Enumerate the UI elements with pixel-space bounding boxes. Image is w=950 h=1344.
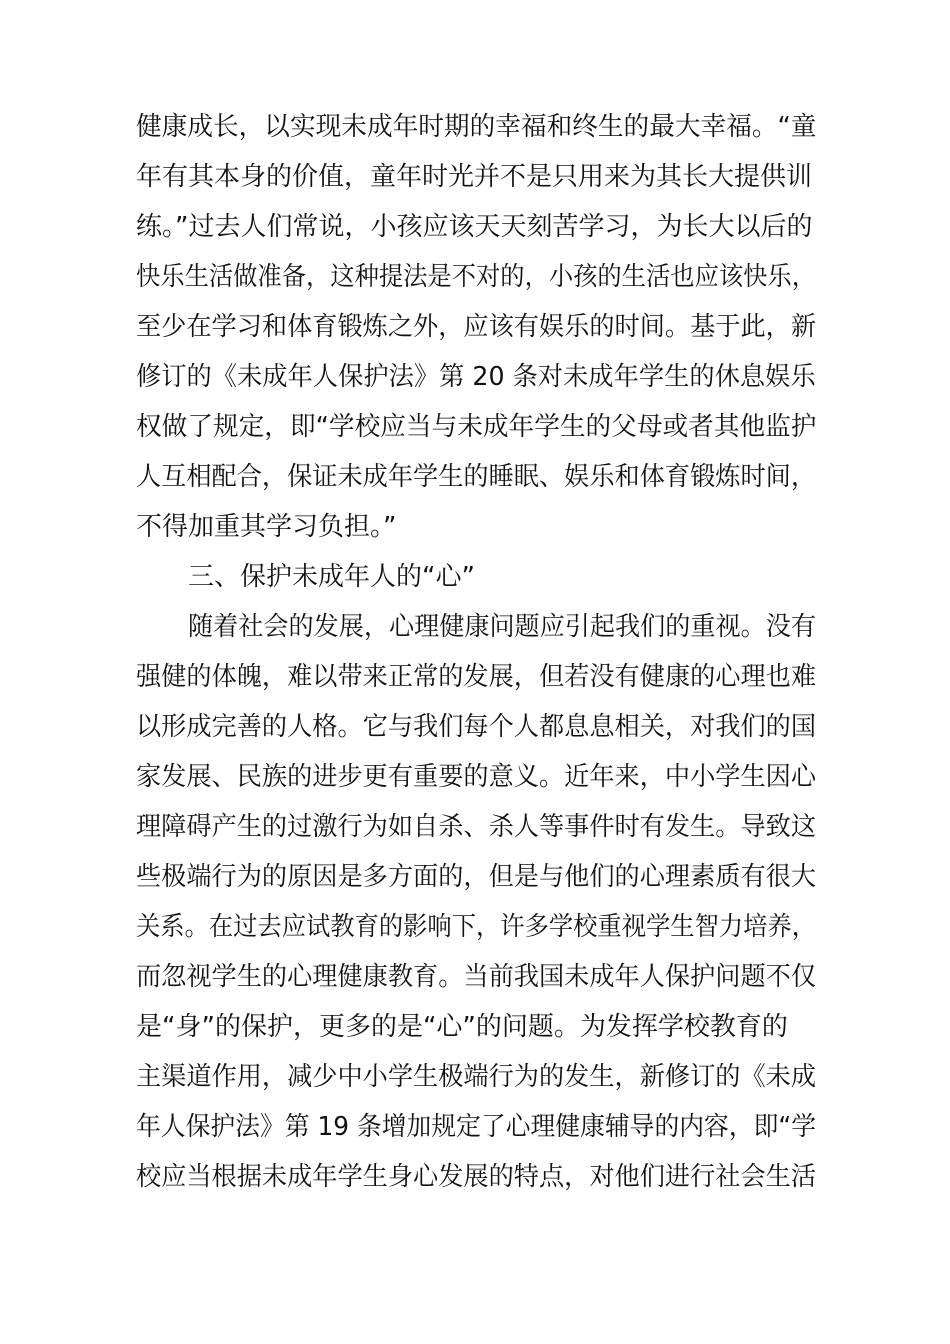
- text-line: 以形成完善的人格。它与我们每个人都息息相关，对我们的国: [136, 712, 817, 742]
- text-line: 不得加重其学习负担。”: [136, 512, 397, 542]
- text-line: 权做了规定，即“学校应当与未成年学生的父母或者其他监护: [136, 412, 817, 442]
- text-line: 而忽视学生的心理健康教育。当前我国未成年人保护问题不仅: [136, 962, 817, 992]
- section-heading: 三、保护未成年人的“心”: [188, 562, 475, 592]
- text-line: 年人保护法》第 19 条增加规定了心理健康辅导的内容，即“学: [136, 1112, 817, 1142]
- text-line: 强健的体魄，难以带来正常的发展，但若没有健康的心理也难: [136, 662, 817, 692]
- text-line: 练。”过去人们常说，小孩应该天天刻苦学习，为长大以后的: [136, 212, 813, 242]
- text-line: 理障碍产生的过激行为如自杀、杀人等事件时有发生。导致这: [136, 812, 817, 842]
- text-line: 随着社会的发展，心理健康问题应引起我们的重视。没有: [188, 612, 817, 642]
- text-line: 校应当根据未成年学生身心发展的特点，对他们进行社会生活: [136, 1162, 817, 1192]
- text-line: 至少在学习和体育锻炼之外，应该有娱乐的时间。基于此，新: [136, 312, 817, 342]
- text-line: 健康成长，以实现未成年时期的幸福和终生的最大幸福。“童: [136, 112, 817, 142]
- text-line: 主渠道作用，减少中小学生极端行为的发生，新修订的《未成: [136, 1062, 817, 1092]
- text-line: 是“身”的保护，更多的是“心”的问题。为发挥学校教育的: [136, 1012, 788, 1042]
- text-line: 修订的《未成年人保护法》第 20 条对未成年学生的休息娱乐: [136, 362, 816, 392]
- text-line: 关系。在过去应试教育的影响下，许多学校重视学生智力培养，: [136, 912, 817, 942]
- text-line: 些极端行为的原因是多方面的，但是与他们的心理素质有很大: [136, 862, 817, 892]
- text-line: 人互相配合，保证未成年学生的睡眠、娱乐和体育锻炼时间，: [136, 462, 817, 492]
- text-line: 快乐生活做准备，这种提法是不对的，小孩的生活也应该快乐，: [136, 262, 817, 292]
- text-line: 家发展、民族的进步更有重要的意义。近年来，中小学生因心: [136, 762, 817, 792]
- text-line: 年有其本身的价值，童年时光并不是只用来为其长大提供训: [136, 162, 813, 192]
